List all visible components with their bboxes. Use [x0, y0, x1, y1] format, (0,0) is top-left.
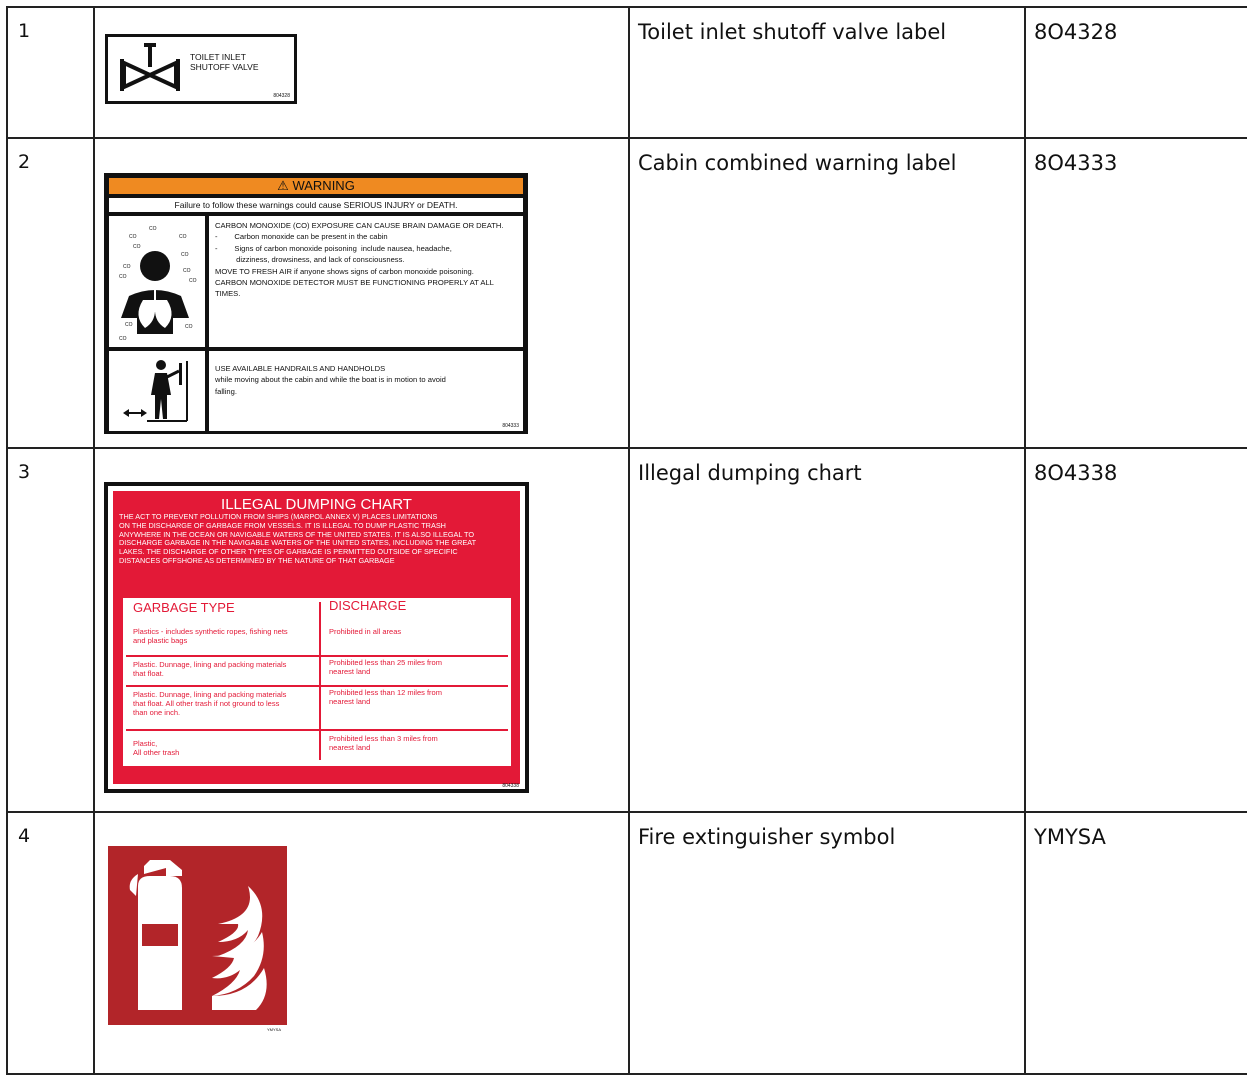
toilet-valve-label [105, 34, 297, 104]
label-image-cell [94, 448, 629, 812]
row-divider [126, 655, 508, 657]
row-code: 8O4338 [1025, 448, 1247, 812]
co-mark: CO [181, 252, 189, 258]
handrail-line: USE AVAILABLE HANDRAILS AND HANDHOLDS [215, 364, 386, 373]
co-mark: CO [185, 324, 193, 330]
label-table [6, 6, 1247, 1075]
paragraph-line: ON THE DISCHARGE OF GARBAGE FROM VESSELS. IT IS ILLEGAL TO DUMP PLASTIC TRASH [119, 520, 446, 530]
discharge-cell: Prohibited less than 12 miles from nearest land [329, 688, 442, 706]
co-warning-text [209, 216, 523, 347]
row-code: 8O4333 [1025, 138, 1247, 448]
garbage-type-header: GARBAGE TYPE [133, 600, 235, 615]
row-divider [126, 729, 508, 731]
co-mark: CO [183, 268, 191, 274]
garbage-cell: Plastic. Dunnage, lining and packing materials that float. [133, 660, 287, 678]
handrail-line: while moving about the cabin and while the boat is in motion to avoid [215, 375, 446, 385]
row-number: 3 [7, 448, 94, 812]
label-code: YMYSA [267, 1027, 282, 1032]
co-line: TIMES. [215, 289, 241, 299]
row-number: 2 [7, 138, 94, 448]
label-code: 804333 [502, 423, 519, 429]
co-mark: CO [129, 234, 137, 240]
cabin-warning-label [104, 173, 528, 434]
garbage-cell: Plastic. Dunnage, lining and packing materials that float. All other trash if not ground to less than one inch. [133, 690, 287, 717]
table-row [7, 138, 1247, 448]
co-mark: CO [133, 244, 141, 250]
co-line: - Carbon monoxide can be present in the cabin [215, 232, 388, 242]
row-description: Fire extinguisher symbol [629, 812, 1025, 1074]
row-description: Illegal dumping chart [629, 448, 1025, 812]
fire-extinguisher-label [108, 846, 287, 1030]
row-code: 8O4328 [1025, 7, 1247, 138]
label-code: 804328 [273, 93, 290, 99]
row-code: YMYSA [1025, 812, 1247, 1074]
paragraph-line: ANYWHERE IN THE OCEAN OR NAVIGABLE WATERS OF THE UNITED STATES. IT IS ALSO ILLEGAL TO [119, 529, 475, 539]
co-line: CARBON MONOXIDE DETECTOR MUST BE FUNCTIONING PROPERLY AT ALL [215, 278, 494, 288]
paragraph-line: DISCHARGE GARBAGE IN THE NAVIGABLE WATERS OF THE UNITED STATES, INCLUDING THE GREAT [119, 538, 477, 548]
garbage-cell: Plastics - includes synthetic ropes, fishing nets and plastic bags [133, 627, 288, 645]
row-description: Toilet inlet shutoff valve label [629, 7, 1025, 138]
label-text [190, 52, 259, 72]
dumping-table [123, 598, 511, 766]
fire-extinguisher-icon [108, 846, 287, 1025]
discharge-cell: Prohibited less than 3 miles from nearest land [329, 734, 438, 752]
row-number: 4 [7, 812, 94, 1074]
discharge-cell: Prohibited less than 25 miles from nearest land [329, 658, 442, 676]
illegal-dumping-label [104, 482, 529, 793]
warning-header-text: WARNING [292, 178, 355, 193]
paragraph-line: THE ACT TO PREVENT POLLUTION FROM SHIPS (MARPOL ANNEX V) PLACES LIMITATIONS [119, 512, 438, 521]
label-text-line: SHUTOFF VALVE [190, 62, 259, 72]
row-description: Cabin combined warning label [629, 138, 1025, 448]
table-row [7, 812, 1247, 1074]
co-line: - Signs of carbon monoxide poisoning include nausea, headache, [215, 243, 452, 253]
handrail-pictogram [109, 351, 205, 431]
table-row [7, 7, 1247, 138]
discharge-header: DISCHARGE [329, 598, 407, 613]
label-image-cell [94, 7, 629, 138]
co-line: dizziness, drowsiness, and lack of consciousness. [215, 255, 405, 265]
co-mark: CO [119, 336, 127, 342]
label-image-cell [94, 812, 629, 1074]
label-text-line: TOILET INLET [190, 52, 246, 62]
paragraph-line: DISTANCES OFFSHORE AS DETERMINED BY THE NATURE OF THAT GARBAGE [119, 555, 395, 565]
discharge-cell: Prohibited in all areas [329, 627, 402, 636]
row-number: 1 [7, 7, 94, 138]
table-divider [319, 602, 321, 760]
label-image-cell [94, 138, 629, 448]
co-line: CARBON MONOXIDE (CO) EXPOSURE CAN CAUSE BRAIN DAMAGE OR DEATH. [215, 221, 504, 230]
co-mark: CO [189, 278, 197, 284]
table-row [7, 448, 1247, 812]
co-mark: CO [119, 274, 127, 280]
warning-subheader: Failure to follow these warnings could cause SERIOUS INJURY or DEATH. [109, 198, 523, 212]
co-mark: CO [123, 264, 131, 270]
valve-icon [118, 43, 182, 95]
co-pictogram [109, 216, 205, 347]
dumping-paragraph [113, 513, 520, 566]
label-code: 804338 [502, 783, 519, 789]
co-line: MOVE TO FRESH AIR if anyone shows signs of carbon monoxide poisoning. [215, 266, 474, 276]
co-mark: CO [125, 322, 133, 328]
warning-triangle-icon: ⚠ [277, 178, 289, 193]
co-mark: CO [179, 234, 187, 240]
garbage-cell: Plastic, All other trash [133, 739, 180, 757]
row-divider [126, 685, 508, 687]
co-person-icon [109, 216, 205, 347]
co-mark: CO [149, 226, 157, 232]
warning-header [109, 178, 523, 194]
paragraph-line: LAKES. THE DISCHARGE OF OTHER TYPES OF GARBAGE IS PERMITTED OUTSIDE OF SPECIFIC [119, 547, 458, 557]
handrail-line: falling. [215, 386, 237, 396]
handrail-warning-text [209, 351, 523, 431]
dumping-title: ILLEGAL DUMPING CHART [221, 496, 412, 513]
handrail-person-icon [109, 351, 205, 431]
